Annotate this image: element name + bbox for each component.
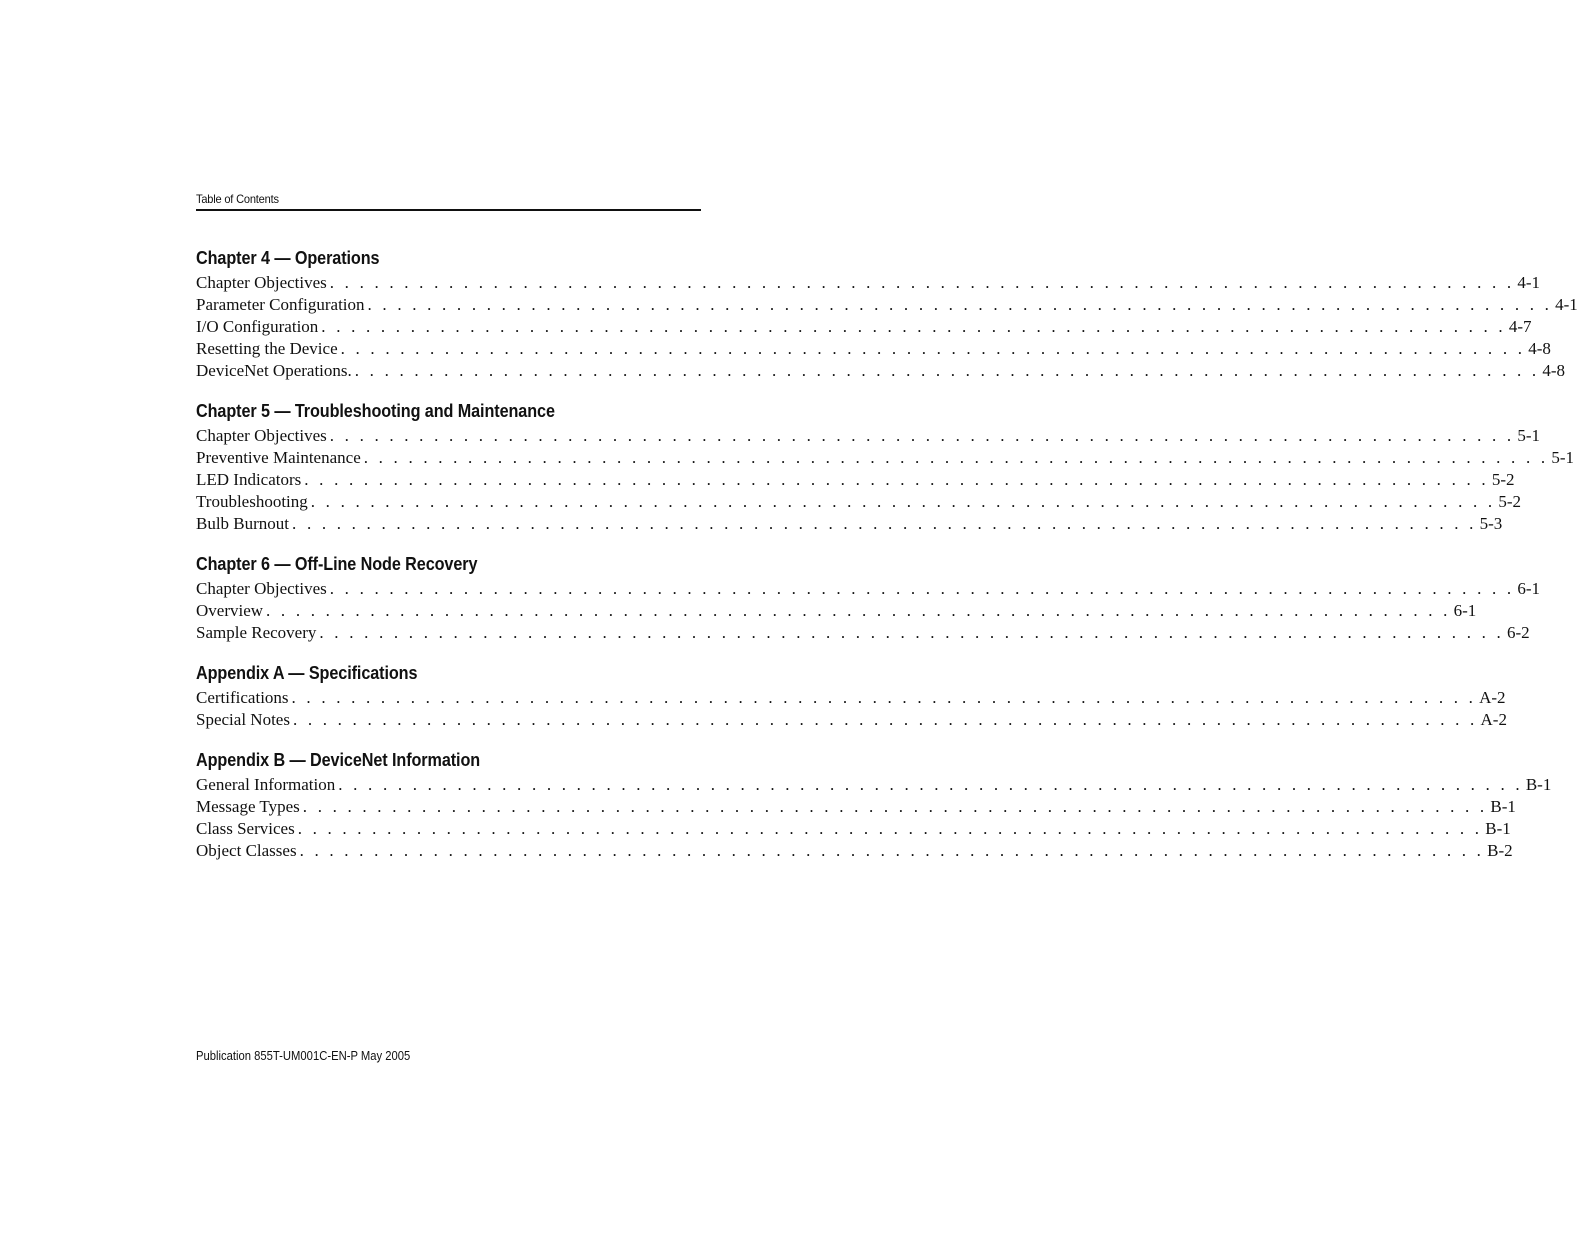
entry-title: Troubleshooting	[196, 492, 308, 511]
entry-title: Object Classes	[196, 841, 297, 860]
entry-page-number: 5-1	[1517, 426, 1540, 445]
entry-page-number: 5-2	[1498, 492, 1522, 511]
entry-page-number: 6-1	[1453, 601, 1477, 620]
section-heading: Appendix B — DeviceNet Information	[196, 750, 481, 770]
entry-title: Sample Recovery	[196, 623, 317, 642]
toc-section	[196, 244, 1578, 382]
toc-entry[interactable]	[196, 294, 1578, 316]
entry-title: Class Services	[196, 819, 295, 838]
entry-title: LED Indicators	[196, 470, 302, 489]
section-heading: Chapter 5 — Troubleshooting and Maintenance	[196, 401, 555, 421]
entry-page-number: A-2	[1479, 688, 1506, 707]
toc-entry[interactable]	[196, 818, 1511, 840]
entry-page-number: B-1	[1490, 797, 1516, 816]
entry-title: Chapter Objectives	[196, 426, 327, 445]
entry-title: Message Types	[196, 797, 300, 816]
dot-leader: . . . . . . . . . . . . . . . . . . . . . . . . . . . . . . . . . . . . . . . . . . . . . . . . . . . . . . . . . . . . . . . . . . . . . . . . . . . . . . . .	[367, 295, 1553, 314]
dot-leader: . . . . . . . . . . . . . . . . . . . . . . . . . . . . . . . . . . . . . . . . . . . . . . . . . . . . . . . . . . . . . . . . . . . . . . . . . . . . . . . .	[304, 470, 1489, 489]
toc-entry[interactable]	[196, 687, 1506, 709]
section-heading: Chapter 6 — Off-Line Node Recovery	[196, 554, 478, 574]
toc-section	[196, 659, 1507, 731]
dot-leader: . . . . . . . . . . . . . . . . . . . . . . . . . . . . . . . . . . . . . . . . . . . . . . . . . . . . . . . . . . . . . . . . . . . . . . . . . . . . . . . .	[292, 710, 1478, 729]
dot-leader: . . . . . . . . . . . . . . . . . . . . . . . . . . . . . . . . . . . . . . . . . . . . . . . . . . . . . . . . . . . . . . . . . . . . . . . . . . . . . . . .	[266, 601, 1451, 620]
header-rule	[196, 209, 701, 211]
section-heading: Chapter 4 — Operations	[196, 248, 380, 268]
entry-page-number: 4-8	[1542, 361, 1566, 380]
entry-page-number: 4-7	[1508, 317, 1532, 336]
toc-entry[interactable]	[196, 840, 1513, 862]
entry-title: Special Notes	[196, 710, 290, 729]
running-head: Table of Contents	[196, 192, 279, 206]
toc-entry[interactable]	[196, 600, 1477, 622]
entry-title: Parameter Configuration	[196, 295, 365, 314]
entry-page-number: 4-1	[1555, 295, 1578, 314]
entry-title: Bulb Burnout	[196, 514, 290, 533]
entry-page-number: 6-1	[1517, 579, 1540, 598]
dot-leader: . . . . . . . . . . . . . . . . . . . . . . . . . . . . . . . . . . . . . . . . . . . . . . . . . . . . . . . . . . . . . . . . . . . . . . . . . . . . . . . .	[354, 361, 1540, 380]
entry-title: Overview	[196, 601, 264, 620]
entry-title: I/O Configuration	[196, 317, 319, 336]
toc-entry[interactable]	[196, 469, 1515, 491]
toc-entry[interactable]	[196, 447, 1574, 469]
entry-page-number: 5-2	[1491, 470, 1515, 489]
toc-entry[interactable]	[196, 491, 1522, 513]
toc-section	[196, 746, 1552, 862]
entry-page-number: 5-1	[1551, 448, 1574, 467]
dot-leader: . . . . . . . . . . . . . . . . . . . . . . . . . . . . . . . . . . . . . . . . . . . . . . . . . . . . . . . . . . . . . . . . . . . . . . . . . . . . . . . .	[291, 688, 1477, 707]
entry-title: General Information	[196, 775, 336, 794]
dot-leader: . . . . . . . . . . . . . . . . . . . . . . . . . . . . . . . . . . . . . . . . . . . . . . . . . . . . . . . . . . . . . . . . . . . . . . . . . . . . . . . .	[297, 819, 1483, 838]
entry-page-number: 6-2	[1506, 623, 1530, 642]
entry-title: DeviceNet Operations.	[196, 361, 352, 380]
dot-leader: . . . . . . . . . . . . . . . . . . . . . . . . . . . . . . . . . . . . . . . . . . . . . . . . . . . . . . . . . . . . . . . . . . . . . . . . . . . . . . . .	[319, 623, 1504, 642]
toc-entry[interactable]	[196, 709, 1507, 731]
dot-leader: . . . . . . . . . . . . . . . . . . . . . . . . . . . . . . . . . . . . . . . . . . . . . . . . . . . . . . . . . . . . . . . . . . . . . . . . . . . . . . . .	[338, 775, 1523, 794]
entry-title: Chapter Objectives	[196, 579, 327, 598]
table-of-contents	[196, 244, 1578, 877]
entry-page-number: B-1	[1525, 775, 1552, 794]
entry-page-number: 4-8	[1528, 339, 1551, 358]
dot-leader: . . . . . . . . . . . . . . . . . . . . . . . . . . . . . . . . . . . . . . . . . . . . . . . . . . . . . . . . . . . . . . . . . . . . . . . . . . . . . . . .	[299, 841, 1485, 860]
section-heading: Appendix A — Specifications	[196, 663, 418, 683]
dot-leader: . . . . . . . . . . . . . . . . . . . . . . . . . . . . . . . . . . . . . . . . . . . . . . . . . . . . . . . . . . . . . . . . . . . . . . . . . . . . . . . .	[329, 273, 1515, 292]
entry-page-number: B-2	[1487, 841, 1513, 860]
dot-leader: . . . . . . . . . . . . . . . . . . . . . . . . . . . . . . . . . . . . . . . . . . . . . . . . . . . . . . . . . . . . . . . . . . . . . . . . . . . . . . . .	[321, 317, 1506, 336]
toc-entry[interactable]	[196, 796, 1516, 818]
toc-section	[196, 397, 1574, 535]
dot-leader: . . . . . . . . . . . . . . . . . . . . . . . . . . . . . . . . . . . . . . . . . . . . . . . . . . . . . . . . . . . . . . . . . . . . . . . . . . . . . . . .	[302, 797, 1488, 816]
dot-leader: . . . . . . . . . . . . . . . . . . . . . . . . . . . . . . . . . . . . . . . . . . . . . . . . . . . . . . . . . . . . . . . . . . . . . . . . . . . . . . . .	[292, 514, 1477, 533]
dot-leader: . . . . . . . . . . . . . . . . . . . . . . . . . . . . . . . . . . . . . . . . . . . . . . . . . . . . . . . . . . . . . . . . . . . . . . . . . . . . . . . .	[310, 492, 1496, 511]
toc-entry[interactable]	[196, 338, 1551, 360]
entry-title: Resetting the Device	[196, 339, 338, 358]
toc-entry[interactable]	[196, 622, 1530, 644]
toc-entry[interactable]	[196, 360, 1566, 382]
toc-entry[interactable]	[196, 272, 1540, 294]
entry-page-number: A-2	[1480, 710, 1507, 729]
toc-entry[interactable]	[196, 316, 1532, 338]
entry-title: Chapter Objectives	[196, 273, 327, 292]
entry-title: Certifications	[196, 688, 289, 707]
entry-title: Preventive Maintenance	[196, 448, 361, 467]
entry-page-number: B-1	[1485, 819, 1511, 838]
dot-leader: . . . . . . . . . . . . . . . . . . . . . . . . . . . . . . . . . . . . . . . . . . . . . . . . . . . . . . . . . . . . . . . . . . . . . . . . . . . . . . . .	[363, 448, 1549, 467]
publication-footer: Publication 855T-UM001C-EN-P May 2005	[196, 1049, 411, 1063]
dot-leader: . . . . . . . . . . . . . . . . . . . . . . . . . . . . . . . . . . . . . . . . . . . . . . . . . . . . . . . . . . . . . . . . . . . . . . . . . . . . . . . .	[340, 339, 1526, 358]
toc-entry[interactable]	[196, 774, 1552, 796]
toc-entry[interactable]	[196, 578, 1540, 600]
entry-page-number: 4-1	[1517, 273, 1540, 292]
dot-leader: . . . . . . . . . . . . . . . . . . . . . . . . . . . . . . . . . . . . . . . . . . . . . . . . . . . . . . . . . . . . . . . . . . . . . . . . . . . . . . . .	[329, 579, 1515, 598]
toc-entry[interactable]	[196, 513, 1503, 535]
dot-leader: . . . . . . . . . . . . . . . . . . . . . . . . . . . . . . . . . . . . . . . . . . . . . . . . . . . . . . . . . . . . . . . . . . . . . . . . . . . . . . . .	[329, 426, 1515, 445]
toc-section	[196, 550, 1540, 644]
entry-page-number: 5-3	[1479, 514, 1503, 533]
toc-entry[interactable]	[196, 425, 1540, 447]
